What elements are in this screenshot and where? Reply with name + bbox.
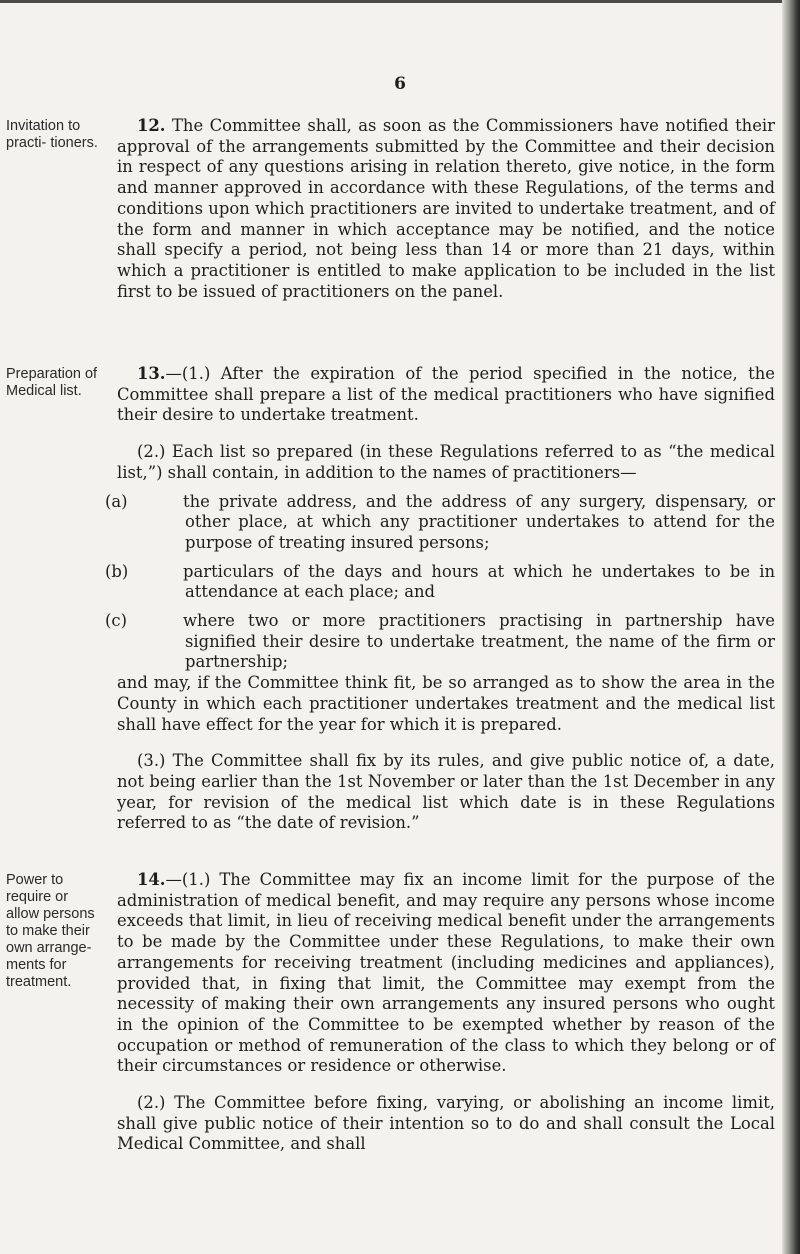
section-14-subsection-2: (2.) The Committee before fixing, varying, or abolishing an income limit, shall give public notice of their intention so to do and shall consult the Local Medical Committee, and shall [117,1093,775,1154]
margin-note-power: Power to require or allow persons to make their own arrange- ments for treatment. [6,872,95,990]
section-13-subsection-2-tail: and may, if the Committee think fit, be so arranged as to show the area in the County in which each practitioner undertakes treatment and the medical list shall have effect for the year for which it is prepared. [117,673,775,734]
section-13 [105,364,775,834]
item-text: particulars of the days and hours at which he undertakes to be in attendance at each place; and [183,561,775,602]
item-text: the private address, and the address of any surgery, dispensary, or other place, at which any practitioner undertakes to attend for the purpose of treating insured persons; [183,491,775,552]
section-14 [117,870,775,1155]
list-item [105,491,775,554]
section-14-number: 14. [137,870,166,889]
item-label: (b) [105,561,129,581]
section-13-paragraph-1 [117,364,775,426]
section-12-paragraph [117,116,775,302]
section-14-subsection-1: —(1.) The Committee may fix an income limit for the purpose of the administration of medical benefit, and may require any persons whose income exceeds that limit, in lieu of receiving medical benefit under the arrangements to be made by the Committee under these Regulations, to make their own arrangements for receiving treatment (including medicines and appliances), provided that, in fixing that limit, the Committee may exempt from the necessity of making their own arrangements any insured persons who ought in the opinion of the Committee to be exempted whether by reason of the occupation or method of remuneration of the class to which they belong or of their circumstances or residence or otherwise. [117,870,775,1076]
section-13-number: 13. [137,364,166,383]
section-13-subsection-2: (2.) Each list so prepared (in these Regulations referred to as “the medical list,”) shall contain, in addition to the names of practitioners— [117,442,775,482]
page-number: 6 [394,74,406,94]
section-13-subsection-1: —(1.) After the expiration of the period specified in the notice, the Committee shall prepare a list of the medical practitioners who have signified their desire to undertake treatment. [117,364,775,425]
section-12-text: The Committee shall, as soon as the Commissioners have notified their approval of the arrangements submitted by the Committee and their decision in respect of any questions arising in relation thereto, give notice, in the form and manner approved in accordance with these Regulations, of the terms and conditions upon which practitioners are invited to undertake treatment, and of the form and manner in which acceptance may be notified, and the notice shall specify a period, not being less than 14 or more than 21 days, within which a practitioner is entitled to make application to be included in the list first to be issued of practitioners on the panel. [117,116,775,301]
item-text: where two or more practitioners practising in partnership have signified their desire to undertake treatment, the name of the firm or partnership; [183,611,775,672]
section-13-item-list [105,491,775,674]
margin-note-preparation: Preparation of Medical list. [6,366,98,399]
list-item [105,611,775,673]
margin-note-invitation: Invitation to practi- tioners. [6,118,98,151]
item-label: (a) [105,491,128,511]
list-item [105,561,775,603]
section-14-paragraph-1 [117,870,775,1077]
item-label: (c) [105,611,127,631]
page-top-border [0,0,800,3]
page-edge-shadow [782,0,800,1254]
section-12 [117,116,775,302]
section-12-number: 12. [137,116,166,135]
section-13-subsection-3: (3.) The Committee shall fix by its rules, and give public notice of, a date, not being earlier than the 1st November or later than the 1st December in any year, for revision of the medical list which date is in these Regulations referred to as “the date of revision.” [117,751,775,833]
